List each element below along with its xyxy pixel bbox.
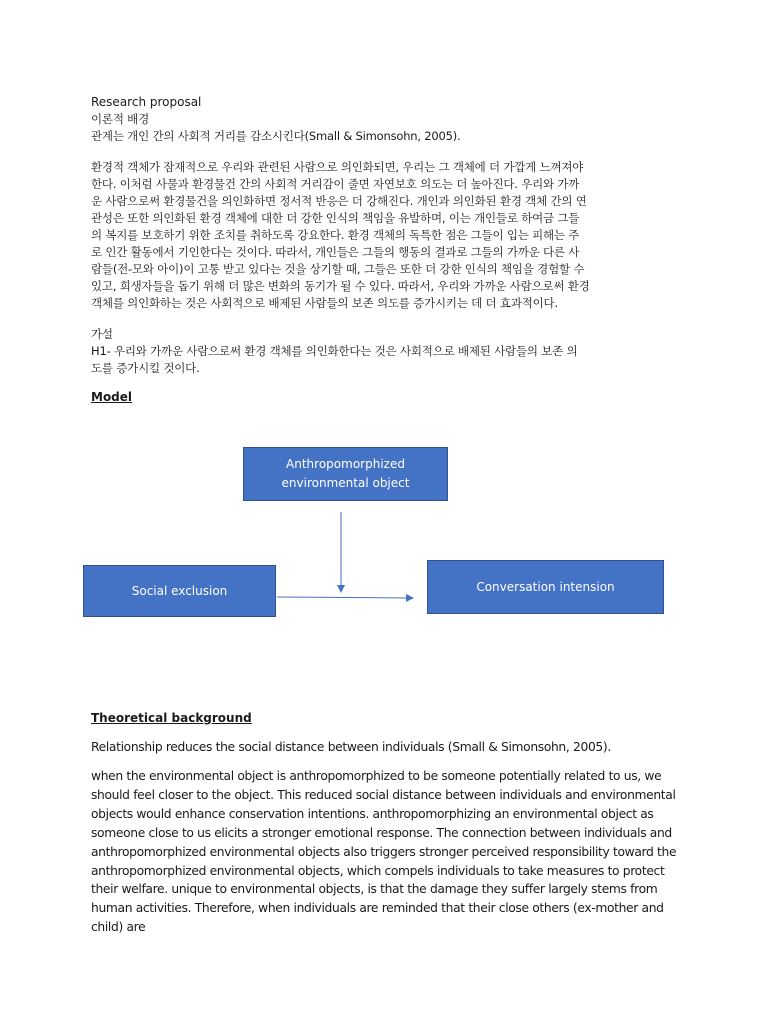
arrow-right: [277, 597, 413, 598]
kr-paragraph-line: 객체를 의인화하는 것은 사회적으로 배제된 사람들의 보존 의도를 증가시키는 데 더 효과적이다.: [91, 296, 558, 310]
diagram-box-label: Anthropomorphized environmental object: [281, 457, 410, 490]
kr-paragraph-line: 있고, 희생자들을 돕기 위해 더 많은 변화의 동기가 될 수 있다. 따라서, 우리와 가까운 사람으로써 환경: [91, 279, 590, 293]
kr-paragraph-line: 로 인간 활동에서 기인한다는 것이다. 따라서, 개인들은 그들의 행동의 결과로 그들의 가까운 다른 사: [91, 245, 580, 259]
diagram-box-label: Social exclusion: [131, 583, 228, 598]
kr-paragraph-line: 관성은 또한 의인화된 환경 객체에 대한 더 강한 인식의 책임을 유발하며, 이는 개인들로 하여금 그들: [91, 211, 580, 225]
diagram-box-label: Conversation intension: [476, 579, 615, 594]
section-heading-kr: 이론적 배경: [91, 112, 149, 126]
theoretical-sentence: Relationship reduces the social distance between individuals (Small & Simonsohn, 2005).: [91, 740, 611, 754]
kr-paragraph-line: 람들(전-모와 아이)이 고통 받고 있다는 것을 상기할 때, 그들은 또한 더 강한 인식의 책임을 경험할 수: [91, 262, 585, 276]
hypothesis-line: 도를 증가시킬 것이다.: [91, 361, 200, 375]
kr-paragraph-line: 한다. 이처럼 사물과 환경물건 간의 사회적 거리감이 줄면 자연보호 의도는 더 높아진다. 우리와 가까: [91, 177, 580, 191]
kr-paragraph-line: 운 사람으로써 환경물건을 의인화하면 정서적 반응은 더 강해진다. 개인과 의인화된 환경 객체 간의 연: [91, 194, 587, 208]
kr-paragraph-line: 환경적 객체가 잠재적으로 우리와 관련된 사람으로 의인화되면, 우리는 그 객체에 더 가깝게 느껴져야: [91, 160, 584, 174]
document-title: Research proposal: [91, 95, 202, 109]
kr-paragraph-line: 의 복지를 보호하기 위한 조치를 취하도록 강요한다. 환경 객체의 독특한 점은 그들이 입는 피해는 주: [91, 228, 580, 242]
hypothesis-label: 가설: [91, 327, 113, 341]
theoretical-paragraph: when the environmental object is anthropomorphized to be someone potentially related to us, we should feel closer to the object. This reduced social distance between individuals and environmental objects would enhance conservation intentions. anthropomorphizing an environmental object as someone close to us elicits a stronger emotional response. The connection between individuals and anthropomorphized environmental objects also triggers stronger perceived responsibility toward the anthropomorphized environmental objects, which compels individuals to take measures to protect their welfare. unique to environmental objects, is that the damage they suffer largely stems from human activities. Therefore, when individuals are reminded that their close others (ex-mother and child) are: [91, 769, 677, 935]
first-sentence-kr: 관계는 개인 간의 사회적 거리를 감소시킨다(Small & Simonsohn, 2005).: [91, 129, 461, 143]
theoretical-heading: Theoretical background: [91, 711, 252, 725]
hypothesis-line: H1- 우리와 가까운 사람으로써 환경 객체를 의인화한다는 것은 사회적으로 배제된 사람들의 보존 의: [91, 344, 578, 358]
model-heading: Model: [91, 390, 133, 404]
